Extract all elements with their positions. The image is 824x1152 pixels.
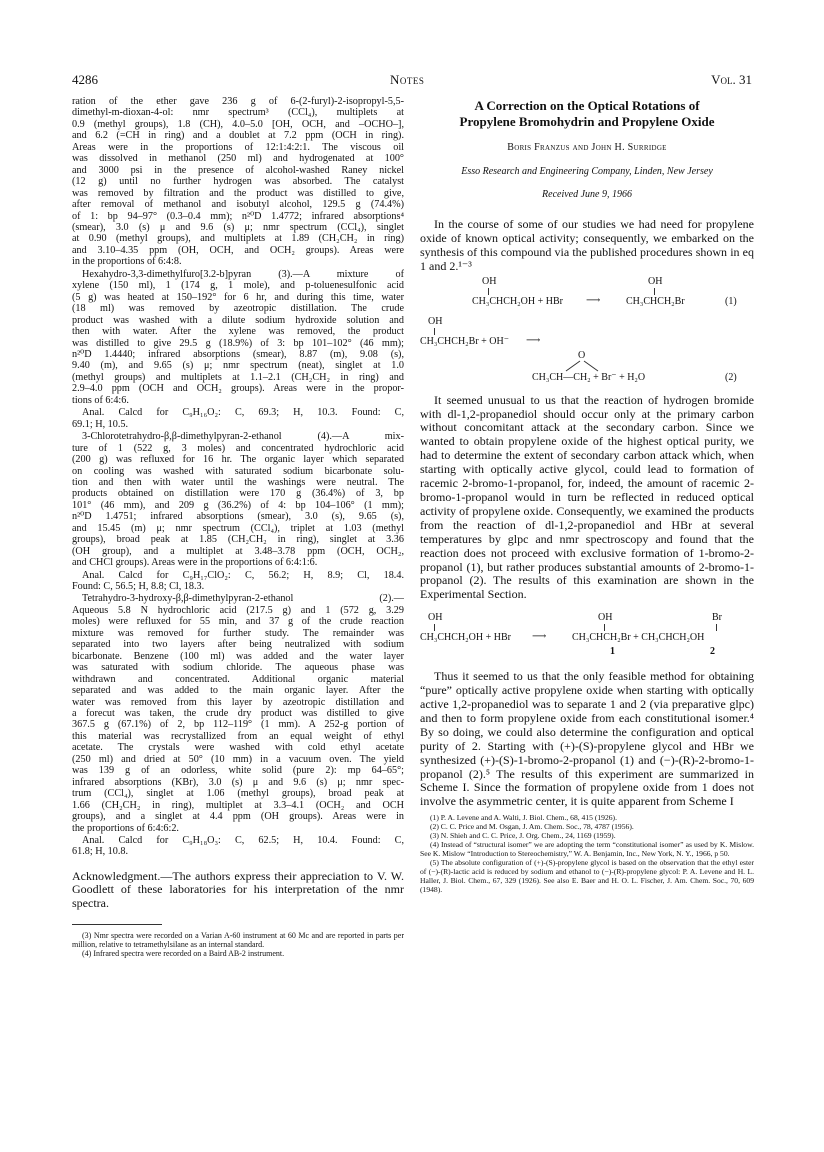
eq1-lhs: CH₃CHCH₂OH + HBr [472, 295, 563, 307]
text-line: tions of 6:4:6. [72, 394, 129, 406]
text-line: (OH group), and a multiplet at 3.48–3.78 ppm (OCH, OCH₂, [72, 545, 404, 557]
bond-line [488, 288, 489, 295]
experimental-section [72, 96, 404, 858]
text-line: 1.66 (CH₂CH₂ in ring), multiplet at 3.3–4.1 (OCH₂ and OCH [72, 799, 404, 811]
eq2-lhs: CH₃CHCH₂Br + OH⁻ [420, 335, 510, 347]
authors: Boris Franzus and John H. Surridge [507, 142, 667, 153]
text-line: 0.9 (methyl groups), 1.8 (CH), 4.0–5.0 [OH, OCH, and –OCHO–], [72, 118, 404, 130]
text-line: 9.40 (m), and 9.65 (s) μ; nmr spectrum (neat), singlet at 1.0 [72, 360, 404, 372]
text-line: 61.8; H, 10.8. [72, 846, 129, 858]
text-line: water was removed from this layer by azeotropic distillation and [72, 696, 404, 708]
title-line: Propylene Bromohydrin and Propylene Oxide [459, 114, 715, 129]
text-line: products obtained on distillation were 170 g (36.4%) of 3, bp [72, 488, 404, 500]
compound-number: 1 [610, 646, 615, 658]
text-line: ration of the ether gave 236 g of 6-(2-furyl)-2-isopropyl-5,5- [72, 96, 404, 107]
paragraph [72, 96, 404, 268]
text-line: 3-Chlorotetrahydro-β,β-dimethylpyran-2-ethanol (4).—A mix- [82, 431, 404, 443]
epoxide-bonds [560, 360, 604, 372]
text-line: Anal. Calcd for C₉H₁₆O₂: C, 69.3; H, 10.3. Found: C, [82, 407, 404, 419]
eq3-br: Br [712, 612, 722, 624]
page-number: 4286 [72, 72, 98, 87]
right-footnotes [420, 813, 754, 894]
text-line: after removal of methanol and isobutyl alcohol, 129.5 g (74.4%) [72, 199, 404, 211]
text-line: acetate. The crystals were washed with cold ethyl acetate [72, 742, 404, 754]
eq1-oh: OH [482, 275, 497, 287]
text-line: dimethyl-m-dioxan-4-ol: nmr spectrum³ (CCl₄), multiplets at [72, 107, 404, 119]
equation-3 [420, 612, 754, 664]
left-column [72, 96, 404, 958]
right-column [420, 96, 754, 894]
eq2-arrow: ⟶ [526, 334, 541, 346]
footnote: (3) N. Shieh and C. C. Price, J. Org. Chem., 24, 1169 (1959). [430, 831, 616, 841]
text-line: separated into two layers after being neutralized with sodium [72, 639, 404, 651]
text-line: at 0.90 (methyl groups), and multiplets at 1.89 (CH₂CH₂ in ring) [72, 233, 404, 245]
equation-2 [420, 314, 754, 388]
eq1-number: (1) [725, 295, 737, 307]
text-line: Hexahydro-3,3-dimethylfuro[3.2-b]pyran (3).—A mixture of [82, 268, 404, 280]
eq1-oh: OH [648, 275, 663, 287]
bond-line [716, 624, 717, 631]
compound-number: 2 [710, 646, 715, 658]
text-line: groups), broad peak at 1.85 (CH₂CH₂ in ring), singlet at 3.36 [72, 534, 404, 546]
text-line: infrared absorptions (KBr), 3.0 (s) μ and 9.6 (s) μ; nmr spec- [72, 776, 404, 788]
text-line: (18 ml) was removed by azeotropic distillation. The crude [72, 303, 404, 315]
text-line: withdrawn and concentrated. Additional organic material [72, 673, 404, 685]
text-line: groups), and a singlet at 4.4 ppm (OH groups). Areas were in [72, 811, 404, 823]
bond-line [434, 328, 435, 335]
text-line: was 139 g of an odorless, white solid (pure 2): mp 64–65°; [72, 765, 404, 777]
section-name: Notes [390, 72, 425, 87]
eq2-oxygen: O [578, 349, 586, 361]
eq3-rhs: CH₃CHCH₂Br + CH₃CHCH₂OH [572, 632, 705, 644]
text-line: xylene (150 ml), 1 (174 g, 1 mole), and p-toluenesulfonic acid [72, 280, 404, 292]
footnote: (4) Instead of “structural isomer” we are adopting the term “constitutional isomer” as used by K. Mislow. See K. Mislow “Introduction to Stereochemistry,” W. A. Benjamin, Inc., New York, N. Y., 1966, p 50. [420, 840, 754, 859]
volume-label: Vol. 31 [711, 72, 752, 87]
text-line: was removed by filtration and the product was distilled to give, [72, 187, 404, 199]
text-line: n²⁰D 1.4440; infrared absorptions (smear), 8.87 (m), 9.08 (s), [72, 348, 404, 360]
text-line: and 3000 psi in the presence of alcohol-washed Raney nickel [72, 164, 404, 176]
text-line: Areas were in the proportions of 12:1:4:2:1. The viscous oil [72, 141, 404, 153]
text-line: of 1: bp 94–97° (0.3–0.4 mm); n²⁰D 1.4772; infrared absorptions⁴ [72, 210, 404, 222]
eq3-oh: OH [428, 612, 443, 624]
text-line: moles) were refluxed for 55 min, and 37 g of the crude reaction [72, 616, 404, 628]
footnote: (1) P. A. Levene and A. Walti, J. Biol. Chem., 68, 415 (1926). [430, 813, 617, 823]
text-line: was distilled to give 29.5 g (18.9%) of 3: bp 101–102° (46 mm); [72, 337, 404, 349]
text-line: (250 ml) and dried at 50° (10 mm) in a vacuum oven. The yield [72, 753, 404, 765]
text-line: ture of 1 (522 g, 3 moles) and concentrated hydrochloric acid [72, 442, 404, 454]
text-line: and 6.2 (=CH in ring) and a doublet at 7.2 ppm (OCH in ring). [72, 130, 404, 142]
paragraph [72, 431, 404, 568]
title-line: A Correction on the Optical Rotations of [474, 98, 700, 113]
received-date: Received June 9, 1966 [542, 189, 632, 200]
text-line: trum (CCl₄), singlet at 1.06 (methyl groups), broad peak at [72, 788, 404, 800]
footnote: (5) The absolute configuration of (+)-(S)-propylene glycol is based on the observation that the ethyl ester of (−)-(R)-lactic acid is reduced by sodium and ethanol to (−)-(R)-propylene glycol: P. A. Levene and H. L. Haller, J. Biol. Chem., 67, 329 (1926). See also E. Baer and H. O. L. Fischer, J. Am. Chem. Soc., 70, 609 (1948). [420, 858, 754, 895]
affiliation: Esso Research and Engineering Company, Linden, New Jersey [461, 166, 713, 177]
text-line: then with water. After the xylene was removed, the product [72, 326, 404, 338]
text-line: 2.9–4.0 ppm (OCH and OCH₂ groups). Areas were in the propor- [72, 383, 404, 395]
text-line: Anal. Calcd for C₉H₁₈O₃: C, 62.5; H, 10.4. Found: C, [82, 835, 404, 846]
text-line: mixture was removed for further study. The remainder was [72, 627, 404, 639]
equation-1 [420, 276, 754, 314]
text-line: separated and was added to the main organic layer. After the [72, 685, 404, 697]
text-line: (5 g) was heated at 150–192° for 6 hr, and during this time, water [72, 291, 404, 303]
text-line: tion and then with water until the washings were neutral. The [72, 476, 404, 488]
eq3-lhs: CH₃CHCH₂OH + HBr [420, 632, 511, 644]
eq3-oh: OH [598, 612, 613, 624]
paragraph [72, 269, 404, 406]
text-line: (12 g) until no further hydrogen was absorbed. The catalyst [72, 176, 404, 188]
text-line: the proportions of 6:4:6:2. [72, 822, 179, 834]
running-header [72, 72, 752, 88]
text-line: bicarbonate. Benzene (100 ml) was added and the water layer [72, 650, 404, 662]
paragraph: In the course of some of our studies we had need for propylene oxide of known optical activity; consequently, we embarked on the synthesis of this compound via the published procedures shown in eq 1 and 2.¹⁻³ [420, 217, 754, 273]
bond-line [604, 624, 605, 631]
paragraph: It seemed unusual to us that the reaction of hydrogen bromide with dl-1,2-propanediol should occur only at the primary carbon without concomitant attack at the secondary carbon. Since we wanted to obtain propylene oxide of the highest optical purity, we had to determine the extent of secondary carbon attack which, when starting with optically active glycol, could lead to formation of racemic 2-bromo-1-propanol, for, indeed, the amount of racemic 2-bromo-1-propanol would in turn be reflected in reduced optical activity of propylene oxide. Consequently, we examined the products from the reaction of dl-1,2-propanediol and HBr at several temperatures by glpc and nmr spectroscopy and found that the reaction does not proceed with exclusive formation of 1-bromo-2-propanol (1), but rather produces substantial amounts of 2-bromo-1-propanol (2). The results of this examination are shown in the Experimental Section. [420, 392, 754, 602]
text-line: was saturated with sodium chloride. The aqueous phase was [72, 662, 404, 674]
eq1-arrow: ⟶ [586, 294, 601, 306]
footnote: (4) Infrared spectra were recorded on a Baird AB-2 instrument. [82, 949, 285, 959]
text-line: (methyl groups) and multiplets at 1.1–2.1 (CH₂CH₂ in ring) and [72, 371, 404, 383]
text-line: in the proportions of 6:4:8. [72, 256, 182, 268]
paragraph [72, 570, 404, 593]
text-line: was dissolved in methanol (250 ml) and hydrogenated at 100° [72, 153, 404, 165]
text-line: and 3.10–4.35 ppm (OH, OCH, and OCH₂ groups). Areas were [72, 244, 404, 256]
text-line: Found: C, 56.5; H, 8.8; Cl, 18.3. [72, 581, 205, 593]
bond-line [654, 288, 655, 295]
eq3-arrow: ⟶ [532, 631, 547, 643]
text-line: 69.1; H, 10.5. [72, 418, 129, 430]
text-line: 367.5 g (67.1%) of 2, bp 112–119° (1 mm). A 252-g portion of [72, 719, 404, 731]
text-line: Anal. Calcd for C₉H₁₇ClO₂: C, 56.2; H, 8.9; Cl, 18.4. [82, 569, 404, 581]
acknowledgment: Acknowledgment.—The authors express their appreciation to V. W. Goodlett of these laboratories for his interpretation of the nmr spectra. [72, 868, 404, 910]
text-line: a forecut was taken, the crude dry product was distilled to give [72, 708, 404, 720]
eq1-rhs: CH₃CHCH₂Br [626, 295, 685, 307]
paragraph [72, 593, 404, 834]
eq2-oh: OH [428, 315, 443, 327]
text-line: and CHCl groups). Areas were in the proportions of 6:4:1:6. [72, 557, 318, 569]
paragraph [72, 835, 404, 858]
footnote: (2) C. C. Price and M. Osgan, J. Am. Chem. Soc., 78, 4787 (1956). [430, 822, 634, 832]
text-line: on cooling was washed with saturated sodium bicarbonate solu- [72, 465, 404, 477]
paragraph [72, 407, 404, 430]
eq2-number: (2) [725, 371, 737, 383]
eq2-rhs: CH₃CH—CH₂ + Br⁻ + H₂O [532, 371, 646, 383]
text-line: Aqueous 5.8 N hydrochloric acid (217.5 g) and 1 (572 g, 3.29 [72, 604, 404, 616]
text-line: (200 g) was refluxed for 16 hr. The organic layer which separated [72, 454, 404, 466]
text-line: (smear), 3.0 (s) μ and 9.6 (s) μ; nmr spectrum (CCl₄), singlet [72, 221, 404, 233]
text-line: 101° (46 mm), and 209 g (36.2%) of 4: bp 104–106° (1 mm); [72, 499, 404, 511]
article-title [420, 98, 754, 130]
text-line: this material was recrystallized from an equal weight of ethyl [72, 730, 404, 742]
text-line: n²⁰D 1.4751; infrared absorptions (smear), 3.0 (s), 9.65 (s), [72, 511, 404, 523]
text-line: and 15.45 (m) μ; nmr spectrum (CCl₄), triplet at 1.03 (methyl [72, 522, 404, 534]
footnote-rule [72, 924, 162, 925]
footnote: (3) Nmr spectra were recorded on a Varian A-60 instrument at 60 Mc and are reported in parts per million, relative to tetramethylsilane as an internal standard. [72, 930, 404, 949]
bond-line [434, 624, 435, 631]
paragraph: Thus it seemed to us that the only feasible method for obtaining “pure” optically active propylene oxide when starting with optically active 1,2-propanediol was to separate 1 and 2 (via preparative glpc) and then to form propylene oxide from each constitutional isomer.⁴ By so doing, we could also determine the configuration and optical purity of 2. Starting with (+)-(S)-propylene glycol and HBr we synthesized (+)-(S)-1-bromo-2-propanol (1) and (−)-(R)-2-bromo-1-propanol (2).⁵ The results of this experiment are summarized in Scheme I. Since the formation of propylene oxide from 1 does not involve the asymmetric center, it is quite apparent from Scheme I [420, 669, 754, 809]
text-line: Tetrahydro-3-hydroxy-β,β-dimethylpyran-2-ethanol (2).— [82, 593, 404, 605]
text-line: product was washed with a dilute sodium hydroxide solution and [72, 314, 404, 326]
